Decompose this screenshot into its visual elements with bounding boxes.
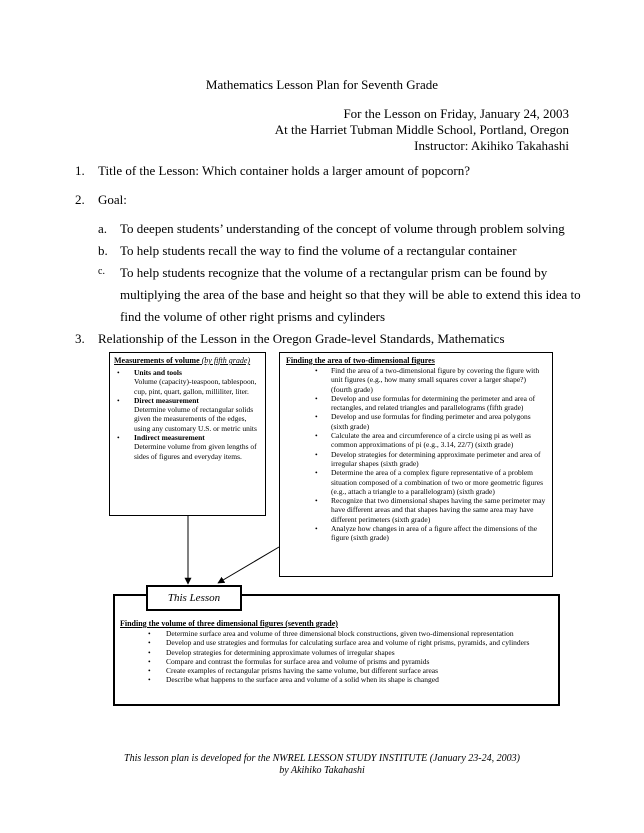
list-item: • Develop and use formulas for finding perimeter and area polygons (sixth grade) [286, 412, 546, 431]
meta-instructor: Instructor: Akihiko Takahashi [414, 138, 569, 153]
list-item: • Compare and contrast the formulas for surface area and volume of prisms and pyramids [120, 657, 554, 666]
lesson-title-item: Title of the Lesson: Which container holds a larger amount of popcorn? [98, 163, 470, 178]
standards-heading: Relationship of the Lesson in the Oregon Grade-level Standards, Mathematics [98, 331, 505, 346]
list-item: • Recognize that two dimensional shapes having the same perimeter may have different areas and that shapes having the same area may have different perimeters (sixth grade) [286, 496, 546, 524]
goal-letter: c. [98, 266, 105, 277]
list-item: • Develop strategies for determining approximate perimeter and area of irregular shapes (sixth grade) [286, 450, 546, 469]
this-lesson-label: This Lesson [146, 585, 242, 611]
document-title: Mathematics Lesson Plan for Seventh Grade [205, 77, 439, 92]
goal-c-line3: find the volume of other right prisms and cylinders [120, 309, 386, 324]
area-box-title: Finding the area of two-dimensional figures [286, 356, 435, 365]
footer-author: by Akihiko Takahashi [279, 765, 365, 776]
item-number: 2. [75, 192, 85, 207]
list-item: • Determine the area of a complex figure representative of a problem situation composed of a combination of two or more geometric figures (e.g., attach a triangle to a parallelogram) (sixth grade) [286, 468, 546, 496]
goal-b: To help students recall the way to find the volume of a rectangular container [120, 243, 517, 258]
item-number: 3. [75, 331, 85, 346]
list-item: • Units and tools Volume (capacity)-teaspoon, tablespoon, cup, pint, quart, gallon, milliliter, liter. [114, 368, 261, 396]
goal-c-line1: To help students recognize that the volume of a rectangular prism can be found by [120, 265, 548, 280]
list-item: • Create examples of rectangular prisms having the same volume, but different surface areas [120, 666, 554, 675]
list-item: • Indirect measurement Determine volume from given lengths of sides of figures and everyday items. [114, 433, 261, 461]
item-number: 1. [75, 163, 85, 178]
goal-letter: b. [98, 243, 108, 258]
goal-c-line2: multiplying the area of the base and height so that they will be able to extend this idea to [120, 287, 581, 302]
goal-a: To deepen students’ understanding of the concept of volume through problem solving [120, 221, 565, 236]
list-item: • Calculate the area and circumference of a circle using pi as well as common approximations of pi (e.g., 3.14, 22/7) (sixth grade) [286, 431, 546, 450]
meta-school: At the Harriet Tubman Middle School, Portland, Oregon [274, 122, 569, 137]
arrow-from-area-box [218, 547, 279, 583]
goal-letter: a. [98, 221, 108, 236]
list-item: • Develop and use strategies and formulas for calculating surface area and volume of right prisms, pyramids, and cylinders [120, 638, 554, 647]
list-item: • Develop strategies for determining approximate volumes of irregular shapes [120, 648, 554, 657]
goal-heading: Goal: [98, 192, 127, 207]
list-item: • Describe what happens to the surface area and volume of a solid when its shape is changed [120, 675, 554, 684]
list-item: • Direct measurement Determine volume of rectangular solids given the measurements of the edges, using any customary U.S. or metric units [114, 396, 261, 433]
list-item: • Determine surface area and volume of three dimensional block constructions, given two-dimensional representation [120, 629, 554, 638]
list-item: • Develop and use formulas for determining the perimeter and area of rectangles, and related triangles and parallelograms (fifth grade) [286, 394, 546, 413]
meta-date: For the Lesson on Friday, January 24, 2003 [343, 106, 569, 121]
volume-measurement-title: Measurements of volume (by fifth grade) [114, 356, 251, 365]
footer-credit: This lesson plan is developed for the NWREL LESSON STUDY INSTITUTE (January 23-24, 2003) [124, 753, 520, 764]
list-item: • Analyze how changes in area of a figure affect the dimensions of the figure (sixth grade) [286, 524, 546, 543]
this-lesson-title: Finding the volume of three dimensional figures (seventh grade) [120, 619, 338, 628]
list-item: • Find the area of a two-dimensional figure by covering the figure with unit figures (e.g., how many small squares cover a larger shape?) (fourth grade) [286, 366, 546, 394]
